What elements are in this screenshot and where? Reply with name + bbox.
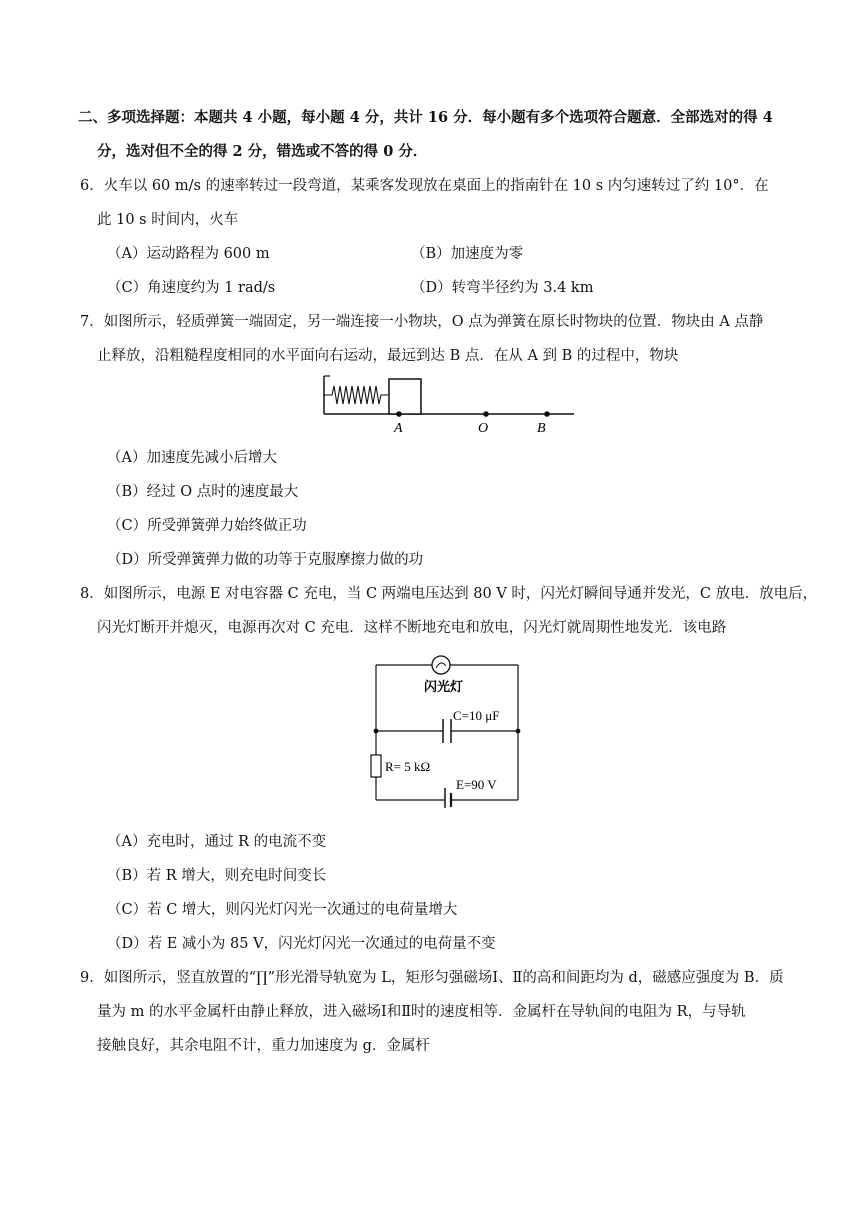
label-a: A [394, 421, 403, 436]
q8-option-b: （B）若 R 增大，则充电时间变长 [107, 868, 327, 884]
resistor-label: R= 5 kΩ [385, 759, 431, 774]
flash-lamp [432, 656, 450, 674]
resistor [371, 755, 381, 777]
q8-option-d: （D）若 E 减小为 85 V，闪光灯闪光一次通过的电荷量不变 [107, 936, 496, 952]
lamp-label: 闪光灯 [424, 679, 464, 694]
point-b [544, 411, 550, 417]
q6-option-d: （D）转弯半径约为 3.4 km [411, 280, 594, 296]
point-a [396, 411, 402, 417]
q7-spring-figure [318, 372, 580, 436]
q7-stem-line2: 止释放，沿粗糙程度相同的水平面向右运动，最远到达 B 点．在从 A 到 B 的过程中，物块 [97, 348, 679, 364]
label-b: B [537, 421, 546, 436]
q7-option-d: （D）所受弹簧弹力做的功等于克服摩擦力做的功 [107, 552, 424, 568]
capacitor-label: C=10 μF [453, 708, 500, 723]
section-heading-line1: 二、多项选择题：本题共 4 小题，每小题 4 分，共计 16 分．每小题有多个选项符合题意．全部选对的得 4 [78, 109, 773, 126]
q8-option-c: （C）若 C 增大，则闪光灯闪光一次通过的电荷量增大 [107, 902, 458, 918]
q6-stem-line2: 此 10 s 时间内，火车 [97, 212, 239, 228]
label-o: O [478, 421, 489, 436]
q8-stem-line2: 闪光灯断开并熄灭，电源再次对 C 充电．这样不断地充电和放电，闪光灯就周期性地发光．该电路 [97, 620, 727, 636]
source-label: E=90 V [456, 777, 497, 792]
q8-stem-line1: 8．如图所示，电源 E 对电容器 C 充电，当 C 两端电压达到 80 V 时，闪光灯瞬间导通并发光，C 放电．放电后， [80, 586, 818, 602]
q7-option-a: （A）加速度先减小后增大 [107, 450, 277, 466]
q6-option-a: （A）运动路程为 600 m [107, 246, 270, 262]
q8-option-a: （A）充电时，通过 R 的电流不变 [107, 834, 327, 850]
q6-stem-line1: 6．火车以 60 m/s 的速率转过一段弯道，某乘客发现放在桌面上的指南针在 10 s 内匀速转过了约 10°．在 [80, 178, 769, 194]
spring [324, 386, 389, 404]
q6-option-b: （B）加速度为零 [411, 246, 524, 262]
section-heading-line2: 分，选对但不全的得 2 分，错选或不答的得 0 分． [97, 143, 428, 160]
q8-circuit-figure [366, 652, 526, 808]
q9-stem-line3: 接触良好，其余电阻不计，重力加速度为 g．金属杆 [97, 1038, 430, 1054]
point-o [483, 411, 489, 417]
q9-stem-line1: 9．如图所示，竖直放置的“∏”形光滑导轨宽为 L，矩形匀强磁场Ⅰ、Ⅱ的高和间距均为 d，磁感应强度为 B．质 [80, 970, 784, 986]
q7-option-b: （B）经过 O 点时的速度最大 [107, 484, 299, 500]
block [389, 379, 421, 414]
q9-stem-line2: 量为 m 的水平金属杆由静止释放，进入磁场Ⅰ和Ⅱ时的速度相等．金属杆在导轨间的电阻为 R，与导轨 [97, 1004, 746, 1020]
q6-option-c: （C）角速度约为 1 rad/s [107, 280, 276, 296]
q7-option-c: （C）所受弹簧弹力始终做正功 [107, 518, 307, 534]
q7-stem-line1: 7．如图所示，轻质弹簧一端固定，另一端连接一小物块，O 点为弹簧在原长时物块的位置．物块由 A 点静 [80, 314, 764, 330]
